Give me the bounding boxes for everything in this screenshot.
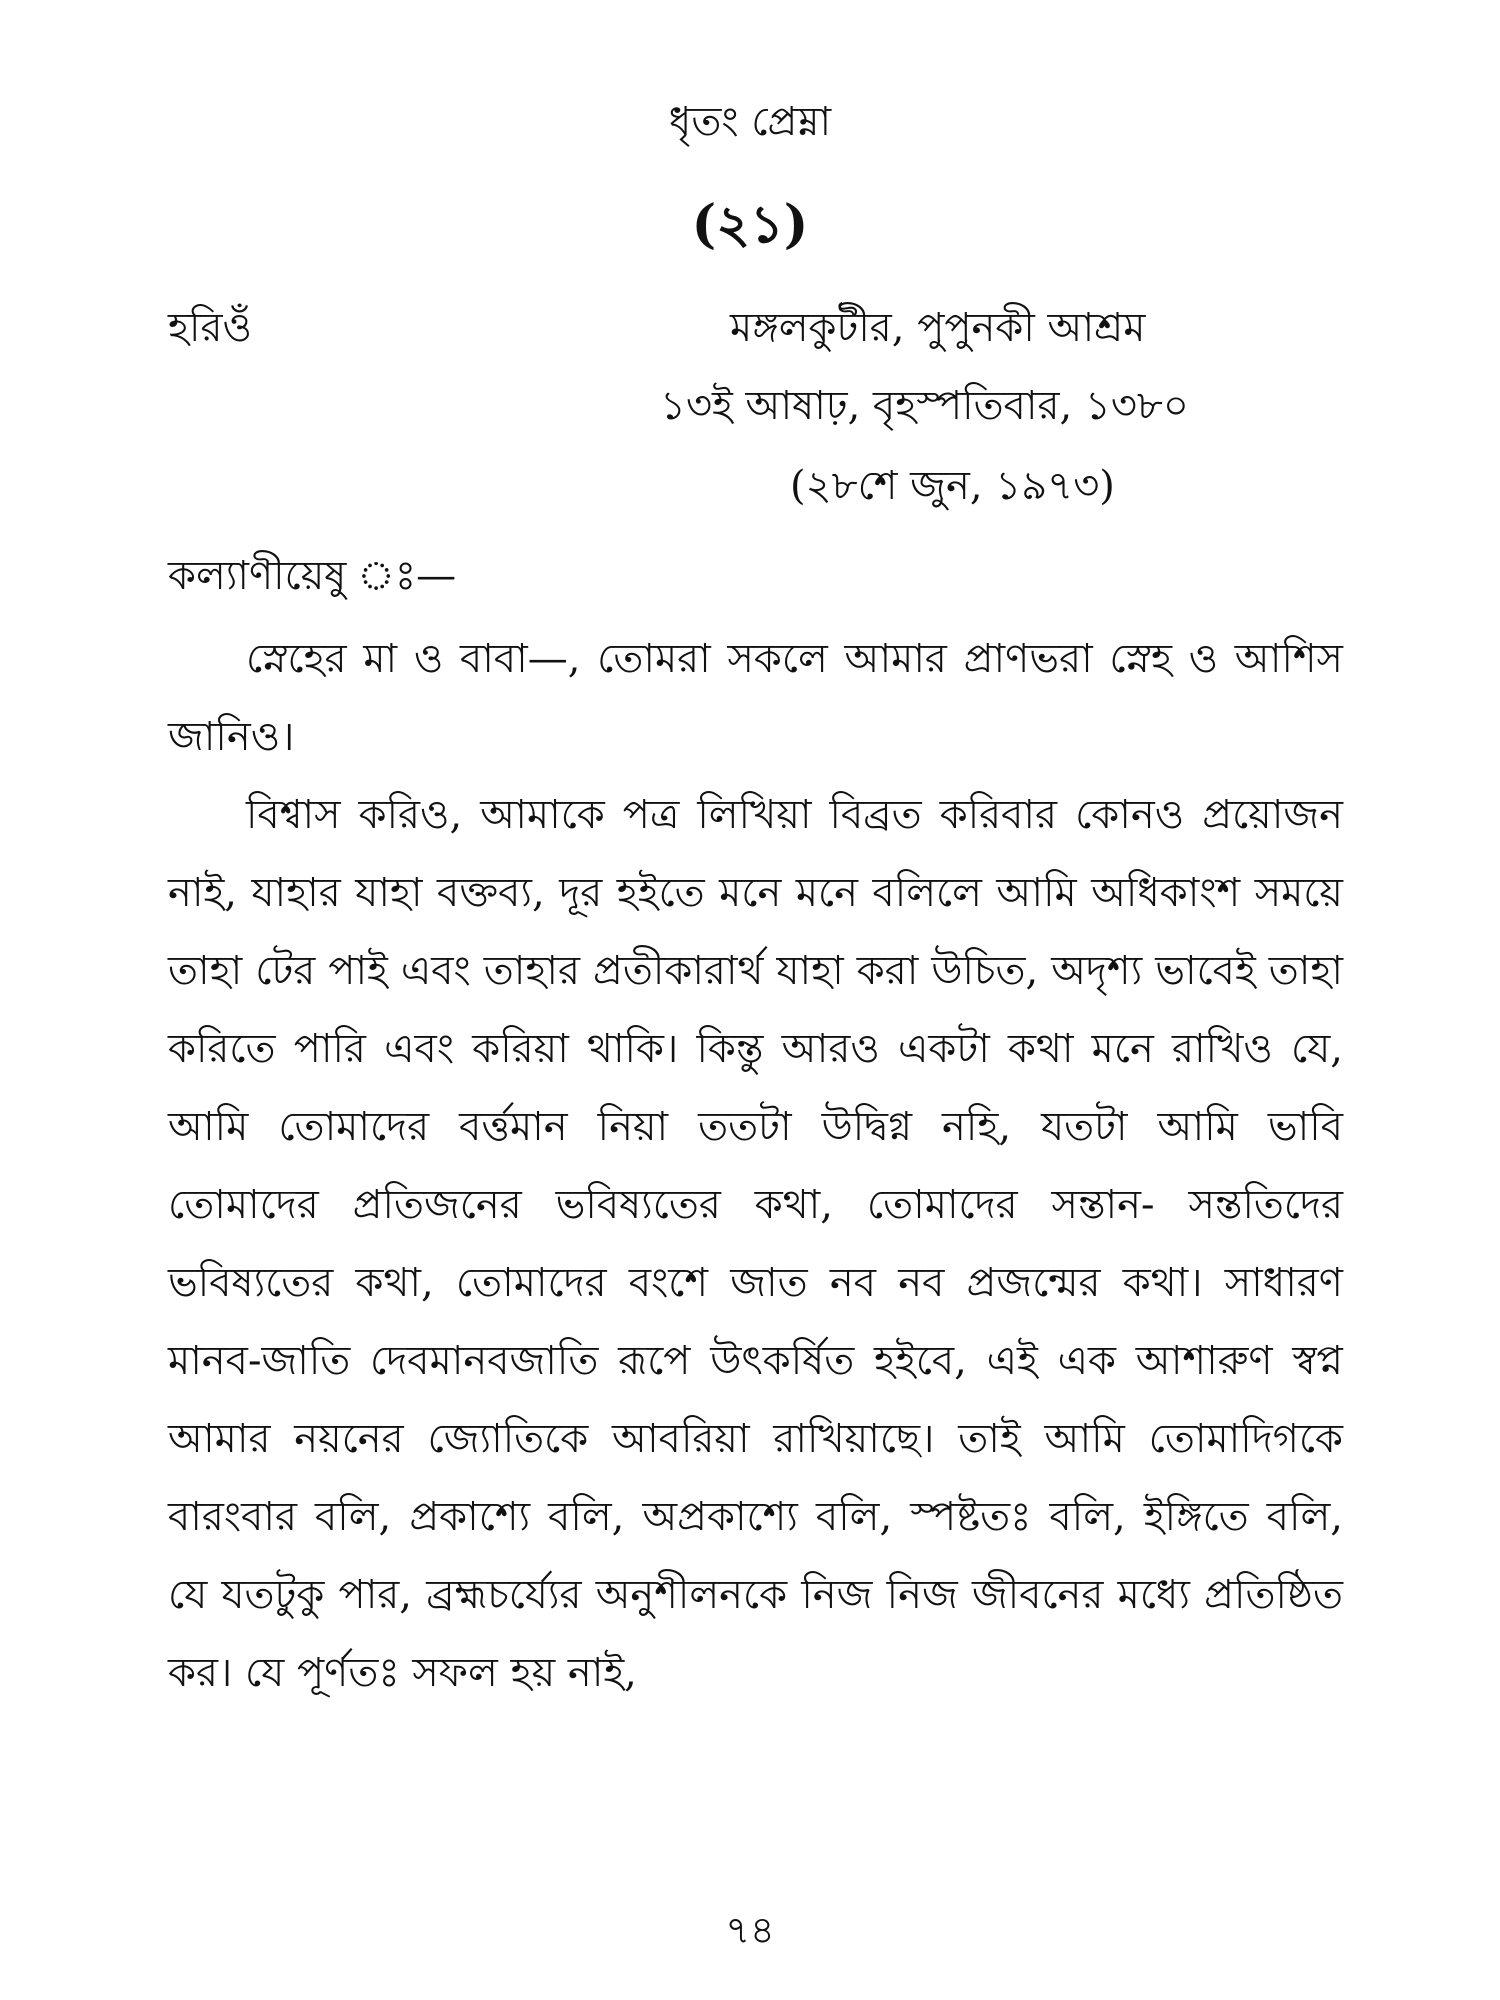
letter-number: (২১) xyxy=(691,194,809,255)
letter-place: মঙ্গলকুটীর, পুপুনকী আশ্রম xyxy=(730,305,1146,351)
invocation: হরিওঁ xyxy=(168,305,252,351)
running-head: ধৃতং প্রেম্না xyxy=(668,99,832,145)
paragraph-greeting: স্নেহের মা ও বাবা—, তোমরা সকলে আমার প্রাণভরা স্নেহ ও আশিস জানিও। xyxy=(168,636,1343,760)
page-number: ৭৪ xyxy=(725,1908,775,1952)
paragraph-main: বিশ্বাস করিও, আমাকে পত্র লিখিয়া বিব্রত করিবার কোনও প্রয়োজন নাই, যাহার যাহা বক্তব্য, দূর হইতে মনে মনে বলিলে আমি অধিকাংশ সময়ে তাহা টের পাই এবং তাহার প্রতীকারার্থ যাহা করা উচিত, অদৃশ্য ভাবেই তাহা করিতে পারি এবং করিয়া থাকি। কিন্তু আরও একটা কথা মনে রাখিও যে, আমি তোমাদের বর্ত্তমান নিয়া ততটা উদ্বিগ্ন নহি, যতটা আমি ভাবি তোমাদের প্রতিজনের ভবিষ্যতের কথা, তোমাদের সন্তান- সন্ততিদের ভবিষ্যতের কথা, তোমাদের বংশে জাত নব নব প্রজন্মের কথা। সাধারণ মানব-জাতি দেবমানবজাতি রূপে উৎকর্ষিত হইবে, এই এক আশারুণ স্বপ্ন আমার নয়নের জ্যোতিকে আবরিয়া রাখিয়াছে। তাই আমি তোমাদিগকে বারংবার বলি, প্রকাশ্যে বলি, অপ্রকাশ্যে বলি, স্পষ্টতঃ বলি, ইঙ্গিতে বলি, যে যতটুকু পার, ব্রহ্মচর্য্যের অনুশীলনকে নিজ নিজ জীবনের মধ্যে প্রতিষ্ঠিত কর। যে পূর্ণতঃ সফল হয় নাই, xyxy=(168,792,1343,1696)
letter-date-bengali: ১৩ই আষাঢ়, বৃহস্পতিবার, ১৩৮০ xyxy=(660,383,1189,429)
letter-body xyxy=(168,620,1343,1712)
letter-address: কল্যাণীয়েষু ঃ— xyxy=(168,553,457,599)
letter-date-gregorian: (২৮শে জুন, ১৯৭৩) xyxy=(790,463,1115,509)
